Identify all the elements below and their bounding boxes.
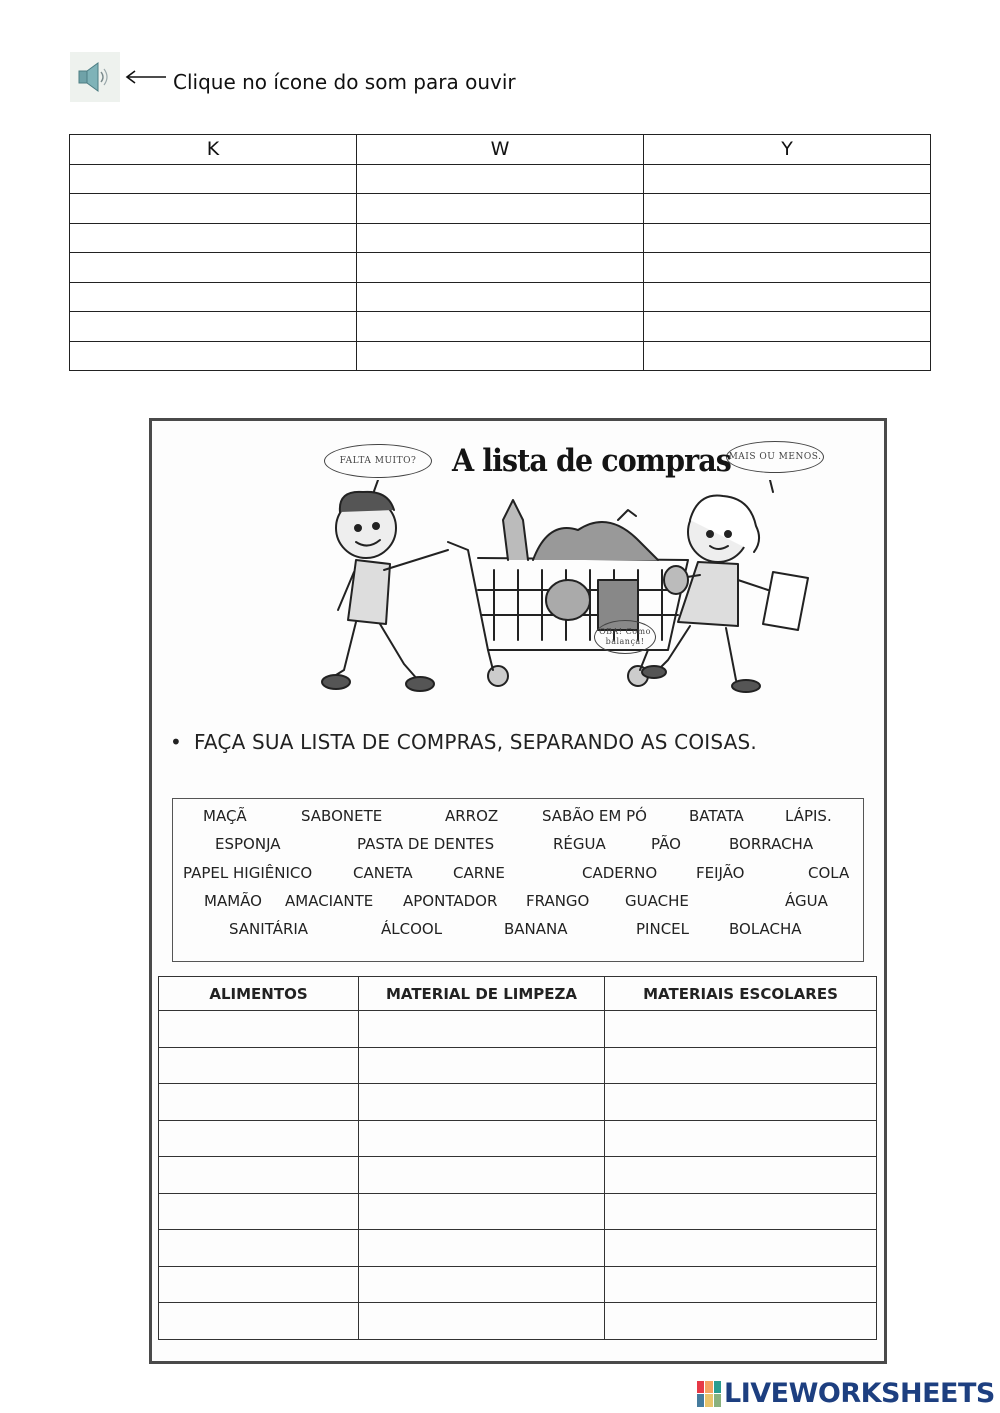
category-answer-cell[interactable] [605,1011,877,1048]
word-item: SABONETE [301,807,383,825]
category-answer-cell[interactable] [605,1193,877,1230]
liveworksheets-logo [697,1378,995,1409]
kwy-answer-cell[interactable] [70,341,357,371]
shopping-cart-illustration [318,480,828,702]
kwy-answer-cell[interactable] [357,253,644,283]
table-row [70,164,931,194]
kwy-answer-cell[interactable] [70,282,357,312]
word-item: SANITÁRIA [229,920,309,938]
word-item: AMACIANTE [285,892,374,910]
word-item: BANANA [504,920,568,938]
table-row [159,1266,877,1303]
category-answer-cell[interactable] [605,1120,877,1157]
bullet-icon: • [170,730,182,754]
category-answer-cell[interactable] [605,1266,877,1303]
word-item: BOLACHA [729,920,802,938]
worksheet-title: A lista de compras [452,443,731,479]
word-item: MAÇÃ [203,807,247,825]
word-item: ESPONJA [215,835,281,853]
word-item: COLA [808,864,850,882]
kwy-answer-cell[interactable] [357,223,644,253]
category-answer-cell[interactable] [359,1011,605,1048]
speech-bubble-girl: MAIS OU MENOS. [726,441,824,473]
speech-bubble-boy: FALTA MUITO? [324,444,432,478]
category-answer-cell[interactable] [159,1047,359,1084]
word-item: FRANGO [526,892,590,910]
kwy-table [69,134,931,371]
column-header-escolares: MATERIAIS ESCOLARES [605,977,877,1011]
category-answer-cell[interactable] [359,1230,605,1267]
table-row [159,1011,877,1048]
kwy-answer-cell[interactable] [644,341,931,371]
column-header-w: W [357,135,644,165]
table-row [159,1157,877,1194]
word-item: PASTA DE DENTES [357,835,495,853]
kwy-answer-cell[interactable] [70,194,357,224]
word-item: LÁPIS. [785,807,832,825]
table-row [70,253,931,283]
category-answer-cell[interactable] [159,1230,359,1267]
word-item: SABÃO EM PÓ [542,807,647,825]
logo-mark-icon [697,1381,721,1407]
word-item: GUACHE [625,892,689,910]
kwy-answer-cell[interactable] [644,282,931,312]
table-row [70,194,931,224]
category-answer-cell[interactable] [359,1120,605,1157]
kwy-answer-cell[interactable] [357,164,644,194]
word-item: ÁLCOOL [381,920,443,938]
table-row [70,282,931,312]
category-answer-cell[interactable] [605,1157,877,1194]
category-answer-cell[interactable] [159,1193,359,1230]
column-header-limpeza: MATERIAL DE LIMPEZA [359,977,605,1011]
speech-bubble-cart: OBA! Como balança! [594,620,656,654]
word-item: CARNE [453,864,505,882]
kwy-answer-cell[interactable] [357,194,644,224]
word-item: APONTADOR [403,892,498,910]
table-row [70,312,931,342]
category-answer-cell[interactable] [159,1303,359,1340]
kwy-answer-cell[interactable] [70,223,357,253]
word-item: CANETA [353,864,413,882]
word-bank [172,798,864,962]
column-header-alimentos: ALIMENTOS [159,977,359,1011]
kwy-answer-cell[interactable] [644,253,931,283]
kwy-answer-cell[interactable] [70,164,357,194]
category-answer-cell[interactable] [605,1230,877,1267]
category-answer-cell[interactable] [605,1047,877,1084]
kwy-answer-cell[interactable] [357,282,644,312]
logo-text: LIVEWORKSHEETS [724,1378,995,1409]
kwy-answer-cell[interactable] [644,194,931,224]
column-header-y: Y [644,135,931,165]
table-row [159,1120,877,1157]
task-text: FAÇA SUA LISTA DE COMPRAS, SEPARANDO AS COISAS. [194,730,757,754]
word-item: MAMÃO [204,892,262,910]
category-answer-cell[interactable] [359,1047,605,1084]
task-instruction [170,730,757,754]
category-answer-cell[interactable] [159,1120,359,1157]
table-row [159,1193,877,1230]
word-item: BORRACHA [729,835,814,853]
kwy-answer-cell[interactable] [70,253,357,283]
category-answer-cell[interactable] [359,1266,605,1303]
table-row [70,341,931,371]
table-row [159,1084,877,1121]
category-answer-cell[interactable] [159,1011,359,1048]
category-answer-cell[interactable] [159,1266,359,1303]
table-row [70,223,931,253]
kwy-answer-cell[interactable] [70,312,357,342]
category-answer-cell[interactable] [159,1084,359,1121]
speaker-icon[interactable] [70,52,120,102]
arrow-left-icon [124,66,168,88]
word-item: ARROZ [445,807,499,825]
kwy-answer-cell[interactable] [644,223,931,253]
table-row [159,1230,877,1267]
word-item: CADERNO [582,864,658,882]
category-answer-cell[interactable] [359,1084,605,1121]
table-row [159,1047,877,1084]
column-header-k: K [70,135,357,165]
table-row [159,1303,877,1340]
kwy-answer-cell[interactable] [357,312,644,342]
word-item: PAPEL HIGIÊNICO [183,864,313,882]
category-answer-cell[interactable] [359,1303,605,1340]
word-item: PINCEL [636,920,689,938]
word-item: ÁGUA [785,892,828,910]
word-item: BATATA [689,807,744,825]
kwy-answer-cell[interactable] [644,164,931,194]
word-item: FEIJÃO [696,864,745,882]
category-answer-cell[interactable] [359,1157,605,1194]
sound-instruction: Clique no ícone do som para ouvir [173,70,516,94]
category-answer-cell[interactable] [605,1303,877,1340]
word-item: PÃO [651,835,681,853]
kwy-answer-cell[interactable] [357,341,644,371]
kwy-answer-cell[interactable] [644,312,931,342]
category-answer-cell[interactable] [359,1193,605,1230]
category-answer-cell[interactable] [605,1084,877,1121]
category-answer-cell[interactable] [159,1157,359,1194]
word-item: RÉGUA [553,835,606,853]
category-table [158,976,877,1340]
